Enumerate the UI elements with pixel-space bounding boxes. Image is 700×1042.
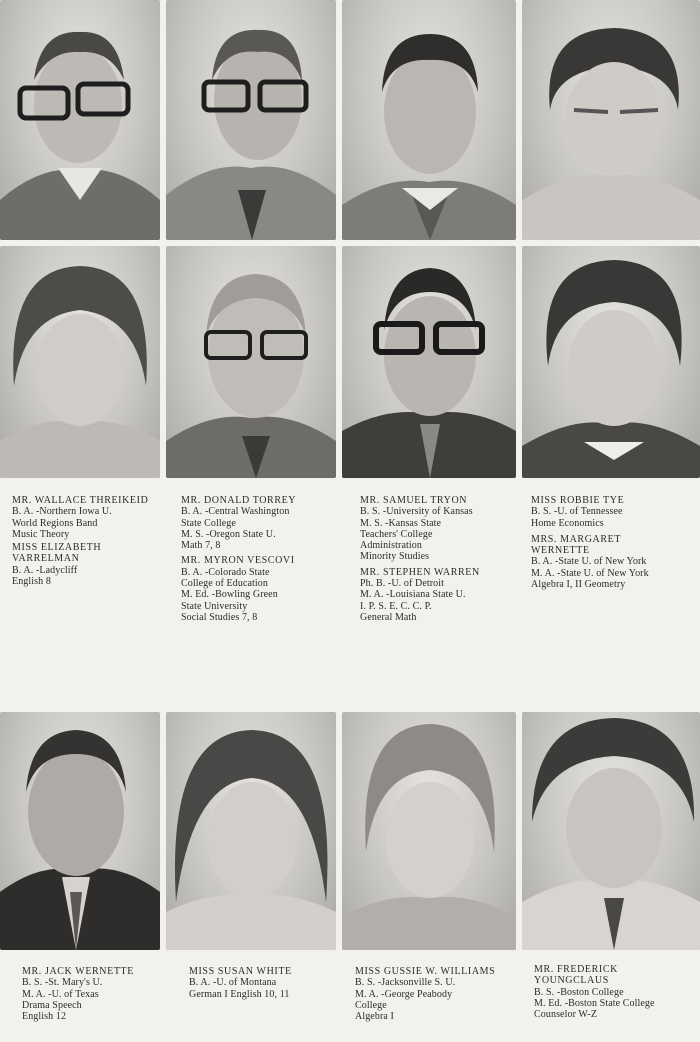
subject-line: Algebra I, II Geometry [531, 579, 626, 591]
teacher-name: MISS ROBBIE TYE [531, 495, 625, 506]
faculty-entry [531, 534, 696, 590]
portrait-warren [342, 246, 516, 478]
degree-line: B. A. -Northern Iowa U. [12, 506, 112, 518]
teacher-name-continued: VARRELMAN [12, 553, 80, 565]
subject-line: Math 7, 8 [181, 540, 221, 552]
degree-line: College of Education [181, 578, 268, 590]
portrait-white [166, 712, 336, 950]
faculty-entry [360, 567, 522, 623]
degree-line: Teachers' College [360, 528, 433, 540]
degree-line: B. S. -Jacksonville S. U. [355, 977, 456, 989]
degree-line: B. A. -Colorado State [181, 566, 270, 578]
portrait-youngclaus [522, 712, 700, 950]
degree-line: M. S. -Kansas State [360, 517, 442, 529]
teacher-name: MISS GUSSIE W. WILLIAMS [355, 966, 496, 977]
caption-bottom-2 [189, 966, 339, 1000]
degree-line: State College [181, 517, 236, 529]
teacher-name: MR. SAMUEL TRYON [360, 495, 468, 506]
teacher-name: MR. STEPHEN WARREN [360, 566, 480, 578]
teacher-name: MISS SUSAN WHITE [189, 966, 292, 977]
teacher-name: MRS. MARGARET [531, 533, 622, 545]
faculty-entry [12, 542, 164, 587]
teacher-name: MR. JACK WERNETTE [22, 966, 134, 977]
faculty-entry [12, 495, 164, 540]
subject-line: World Regions Band [12, 517, 98, 529]
degree-line: B. S. -Boston College [534, 986, 624, 998]
portrait-wernette-jack [0, 712, 160, 950]
teacher-name: MR. MYRON VESCOVI [181, 555, 295, 567]
degree-line: I. P. S. E. C. C. P. [360, 600, 432, 612]
degree-line: M. A. -U. of Texas [22, 988, 99, 1000]
degree-line: Ph. B. -U. of Detroit [360, 578, 445, 590]
degree-line: State University [181, 600, 248, 612]
degree-line: B. S. -University of Kansas [360, 506, 473, 518]
subject-line: Algebra I [355, 1011, 394, 1023]
subject-line: Counselor W-Z [534, 1009, 598, 1021]
subject-line: German I English 10, 11 [189, 988, 290, 1000]
degree-line: College [355, 999, 387, 1011]
portrait-torrey [166, 0, 336, 240]
teacher-name: MR. FREDERICK [534, 964, 618, 975]
degree-line: B. A. -Ladycliff [12, 564, 78, 576]
subject-line: Social Studies 7, 8 [181, 611, 258, 623]
degree-line: B. A. -U. of Montana [189, 977, 277, 989]
caption-column-3 [360, 495, 522, 630]
caption-bottom-3 [355, 966, 520, 1022]
degree-line: B. A. -Central Washington [181, 506, 290, 518]
portrait-williams [342, 712, 516, 950]
subject-line: Home Economics [531, 517, 604, 529]
degree-line: B. S. -U. of Tennessee [531, 506, 623, 518]
degree-line: M. S. -Oregon State U. [181, 528, 276, 540]
degree-line: M. Ed. -Bowling Green [181, 589, 278, 601]
faculty-entry [531, 495, 696, 529]
degree-line: M. A. -State U. of New York [531, 567, 649, 579]
degree-line: B. S. -St. Mary's U. [22, 977, 103, 989]
degree-line: M. A. -George Peabody [355, 988, 453, 1000]
portrait-tye [522, 0, 700, 240]
subject-line: Administration [360, 540, 422, 552]
subject-line: Minority Studies [360, 551, 430, 563]
subject-line: Music Theory [12, 528, 70, 540]
subject-line: English 12 [22, 1011, 67, 1023]
portrait-vescovi [166, 246, 336, 478]
degree-line: M. A. -Louisiana State U. [360, 589, 466, 601]
caption-column-2 [181, 495, 341, 630]
subject-line: English 8 [12, 576, 51, 588]
subject-line: General Math [360, 611, 417, 623]
faculty-entry [181, 495, 341, 551]
teacher-name: MR. DONALD TORREY [181, 495, 297, 506]
teacher-name-continued: WERNETTE [531, 545, 590, 557]
portrait-wernette-margaret [522, 246, 700, 478]
portrait-varrelman [0, 246, 160, 478]
caption-bottom-4 [534, 964, 699, 1020]
caption-bottom-1 [22, 966, 162, 1022]
degree-line: B. A. -State U. of New York [531, 556, 647, 568]
caption-column-4 [531, 495, 696, 597]
teacher-name: MISS ELIZABETH [12, 542, 102, 554]
faculty-entry [181, 555, 341, 623]
faculty-entry [360, 495, 522, 563]
teacher-name: MR. WALLACE THREIKEID [12, 495, 149, 506]
degree-line: M. Ed. -Boston State College [534, 997, 655, 1009]
teacher-name-continued: YOUNGCLAUS [534, 975, 609, 987]
portrait-tryon [342, 0, 516, 240]
subject-line: Drama Speech [22, 999, 82, 1011]
caption-column-1 [12, 495, 164, 594]
portrait-threlkeld [0, 0, 160, 240]
